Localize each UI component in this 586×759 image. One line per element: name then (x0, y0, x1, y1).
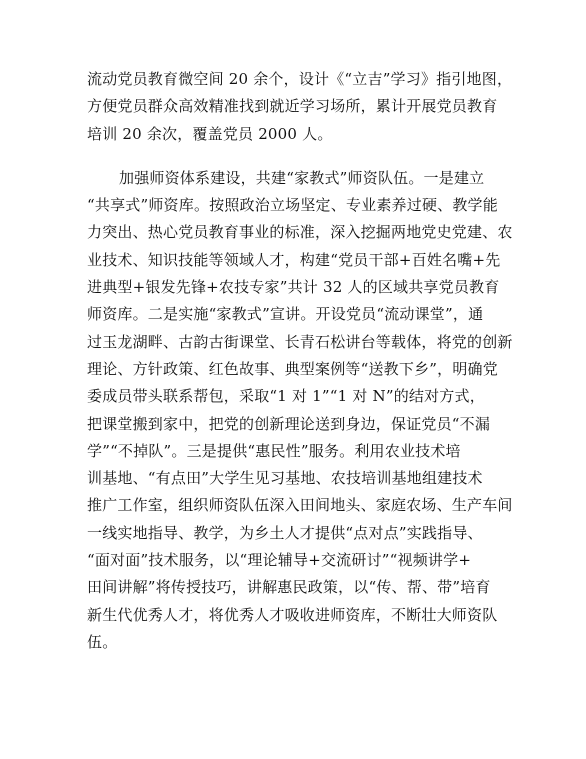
text-line: 流动党员教育微空间 20 余个，设计《“立吉”学习》指引地图， (87, 70, 513, 88)
paragraph-gap (87, 148, 507, 165)
paragraph-2 (87, 165, 513, 656)
text-line-first: 加强师资体系建设，共建“家教式”师资队伍。一是建立 (119, 168, 485, 187)
text-line: “共享式”师资库。按照政治立场坚定、专业素养过硬、教学能 (87, 196, 498, 215)
text-line: 理论、方针政策、红色故事、典型案例等“送教下乡”，明确党 (87, 359, 498, 378)
text-line: 把课堂搬到家中，把党的创新理论送到身边，保证党员“不漏 (87, 414, 491, 433)
text-line: “面对面”技术服务，以“理论辅导+交流研讨”“视频讲学+ (87, 551, 472, 570)
paragraph-1 (87, 66, 513, 148)
document-body (87, 66, 513, 656)
text-line: 方便党员群众高效精准找到就近学习场所，累计开展党员教育 (87, 97, 498, 116)
text-line: 委成员带头联系帮包，采取“1 对 1”“1 对 N”的结对方式， (87, 387, 485, 406)
text-line: 伍。 (87, 632, 118, 651)
text-line: 推广工作室，组织师资队伍深入田间地头、家庭农场、生产车间 (87, 496, 513, 515)
text-line: 培训 20 余次，覆盖党员 2000 人。 (87, 124, 333, 143)
text-line: 一线实地指导、教学，为乡土人才提供“点对点”实践指导、 (87, 523, 483, 542)
text-line: 田间讲解”将传授技巧，讲解惠民政策，以“传、帮、带”培育 (87, 578, 491, 597)
text-line: 力突出、热心党员教育事业的标准，深入挖掘两地党史党建、农 (87, 223, 513, 242)
text-line: 业技术、知识技能等领域人才，构建“党员干部+百姓名嘴+先 (87, 250, 501, 269)
text-line: 学”“不掉队”。三是提供“惠民性”服务。利用农业技术培 (87, 441, 461, 460)
text-line: 师资库。二是实施“家教式”宣讲。开设党员“流动课堂”，通 (87, 305, 484, 324)
text-line: 进典型+银发先锋+农技专家”共计 32 人的区域共享党员教育 (87, 278, 500, 297)
text-line: 新生代优秀人才，将优秀人才吸收进师资库，不断壮大师资队 (87, 605, 498, 624)
text-line: 训基地、“有点田”大学生见习基地、农技培训基地组建技术 (87, 469, 483, 488)
text-line: 过玉龙湖畔、古韵古街课堂、长青石松讲台等载体，将党的创新 (87, 332, 513, 351)
